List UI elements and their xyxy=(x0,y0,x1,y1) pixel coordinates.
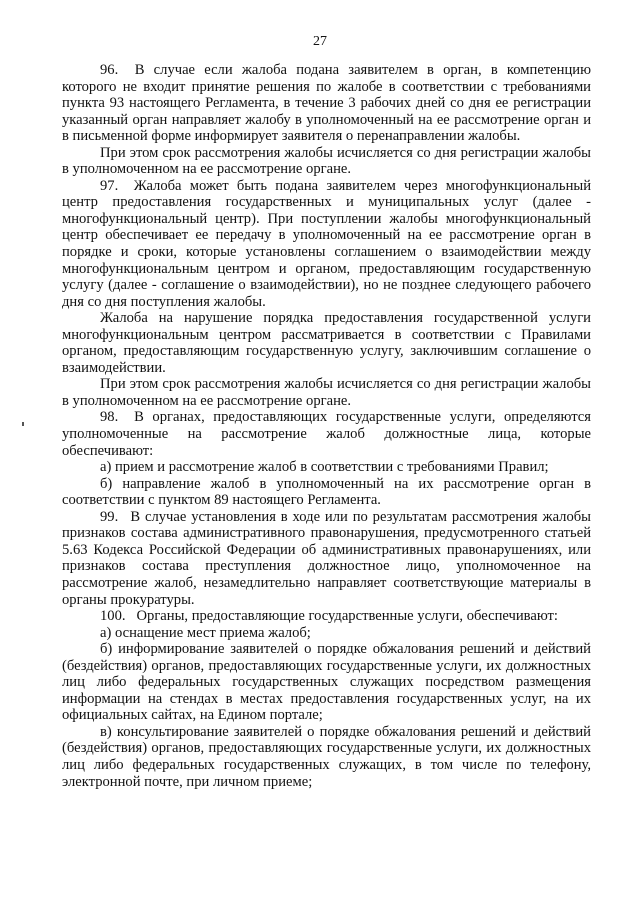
paragraph-100-item-a: а) оснащение мест приема жалоб; xyxy=(100,624,311,641)
document-body xyxy=(62,62,591,790)
paragraph-96: 96. В случае если жалоба подана заявителем в орган, в компетенцию которого не входит принятие решения по жалобе в соответствии с требованиями пункта 93 настоящего Регламента, в течение 3 рабочих дней со дня ее регистрации указанный орган направляет жалобу в уполномоченный на ее рассмотрение орган и в письменной форме информирует заявителя о перенаправлении жалобы. xyxy=(62,62,591,145)
paragraph-98: 98. В органах, предоставляющих государственные услуги, определяются уполномоченные на рассмотрение жалоб должностные лица, которые обеспечивают: xyxy=(62,409,591,459)
paragraph-100-item-b: б) информирование заявителей о порядке обжалования решений и действий (бездействия) органов, предоставляющих государственные услуги, их должностных лиц либо федеральных государственных служащих посредством размещения информации на стендах в местах предоставления государственных услуг, на их официальных сайтах, на Едином портале; xyxy=(62,641,591,724)
scan-artifact-mark xyxy=(22,422,24,426)
paragraph-97-mfc-complaint: Жалоба на нарушение порядка предоставления государственной услуги многофункциональным центром рассматривается в соответствии с Правилами органом, предоставляющим государственную услугу, заключившим соглашение о взаимодействии. xyxy=(62,310,591,376)
paragraph-98-item-a: а) прием и рассмотрение жалоб в соответствии с требованиями Правил; xyxy=(100,459,549,476)
paragraph-96-term: При этом срок рассмотрения жалобы исчисляется со дня регистрации жалобы в уполномоченном на ее рассмотрение органе. xyxy=(62,144,591,178)
paragraph-99: 99. В случае установления в ходе или по результатам рассмотрения жалобы признаков состава административного правонарушения, предусмотренного статьей 5.63 Кодекса Российской Федерации об административных правонарушениях, или признаков состава преступления должностное лицо, уполномоченное на рассмотрение жалоб, незамедлительно направляет соответствующие материалы в органы прокуратуры. xyxy=(62,508,591,608)
paragraph-98-item-b: б) направление жалоб в уполномоченный на их рассмотрение орган в соответствии с пунктом 89 настоящего Регламента. xyxy=(62,475,591,509)
paragraph-97-term: При этом срок рассмотрения жалобы исчисляется со дня регистрации жалобы в уполномоченном на ее рассмотрение органе. xyxy=(62,376,591,409)
paragraph-100: 100. Органы, предоставляющие государственные услуги, обеспечивают: xyxy=(100,608,558,625)
paragraph-100-item-v: в) консультирование заявителей о порядке обжалования решений и действий (бездействия) органов, предоставляющих государственные услуги, их должностных лиц либо федеральных государственных служащих, в том числе по телефону, электронной почте, при личном приеме; xyxy=(62,723,591,790)
paragraph-97: 97. Жалоба может быть подана заявителем через многофункциональный центр предоставления государственных и муниципальных услуг (далее - многофункциональный центр). При поступлении жалобы многофункциональный центр обеспечивает ее передачу в уполномоченный на ее рассмотрение орган в порядке и сроки, которые установлены соглашением о взаимодействии между многофункциональным центром и органом, предоставляющим государственную услугу (далее - соглашение о взаимодействии), но не позднее следующего рабочего дня со дня поступления жалобы. xyxy=(62,177,591,310)
page-number: 27 xyxy=(313,34,327,49)
